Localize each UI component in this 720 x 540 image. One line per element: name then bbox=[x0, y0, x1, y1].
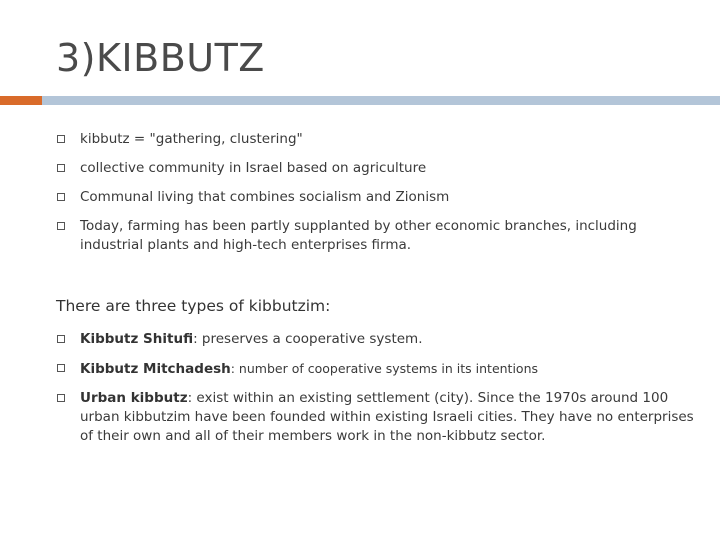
square-bullet-icon bbox=[57, 135, 65, 143]
square-bullet-icon bbox=[57, 364, 65, 372]
title-accent-bar-blue bbox=[42, 96, 720, 105]
list-item bbox=[0, 217, 720, 255]
square-bullet-icon bbox=[57, 222, 65, 230]
type-description: : number of cooperative systems in its intentions bbox=[230, 361, 539, 376]
list-item bbox=[0, 188, 720, 207]
list-item-text: kibbutz = "gathering, clustering" bbox=[80, 131, 303, 147]
square-bullet-icon bbox=[57, 193, 65, 201]
list-item bbox=[0, 389, 720, 446]
square-bullet-icon bbox=[57, 164, 65, 172]
list-item-text: Communal living that combines socialism and Zionism bbox=[80, 189, 450, 205]
list-item bbox=[0, 130, 720, 149]
type-term: Kibbutz Mitchadesh bbox=[80, 361, 231, 377]
types-list bbox=[0, 330, 720, 456]
type-description: : preserves a cooperative system. bbox=[193, 331, 423, 347]
title-accent-bar-orange bbox=[0, 96, 42, 105]
type-term: Kibbutz Shitufi bbox=[80, 331, 194, 347]
type-term: Urban kibbutz bbox=[80, 390, 188, 406]
types-subheading: There are three types of kibbutzim: bbox=[56, 297, 331, 315]
square-bullet-icon bbox=[57, 335, 65, 343]
square-bullet-icon bbox=[57, 394, 65, 402]
list-item bbox=[0, 159, 720, 178]
list-item bbox=[0, 330, 720, 349]
list-item-text: collective community in Israel based on agriculture bbox=[80, 160, 427, 176]
list-item-text: Today, farming has been partly supplanted by other economic branches, including industrial plants and high-tech enterprises firma. bbox=[80, 218, 637, 253]
list-item bbox=[0, 359, 720, 379]
type-description: : exist within an existing settlement (city). Since the 1970s around 100 urban kibbutzim have been founded within existing Israeli cities. They have no enterprises of their own and all of their members work in the non-kibbutz sector. bbox=[80, 390, 694, 444]
definition-list bbox=[0, 130, 720, 265]
slide-title: 3)KIBBUTZ bbox=[56, 36, 265, 80]
